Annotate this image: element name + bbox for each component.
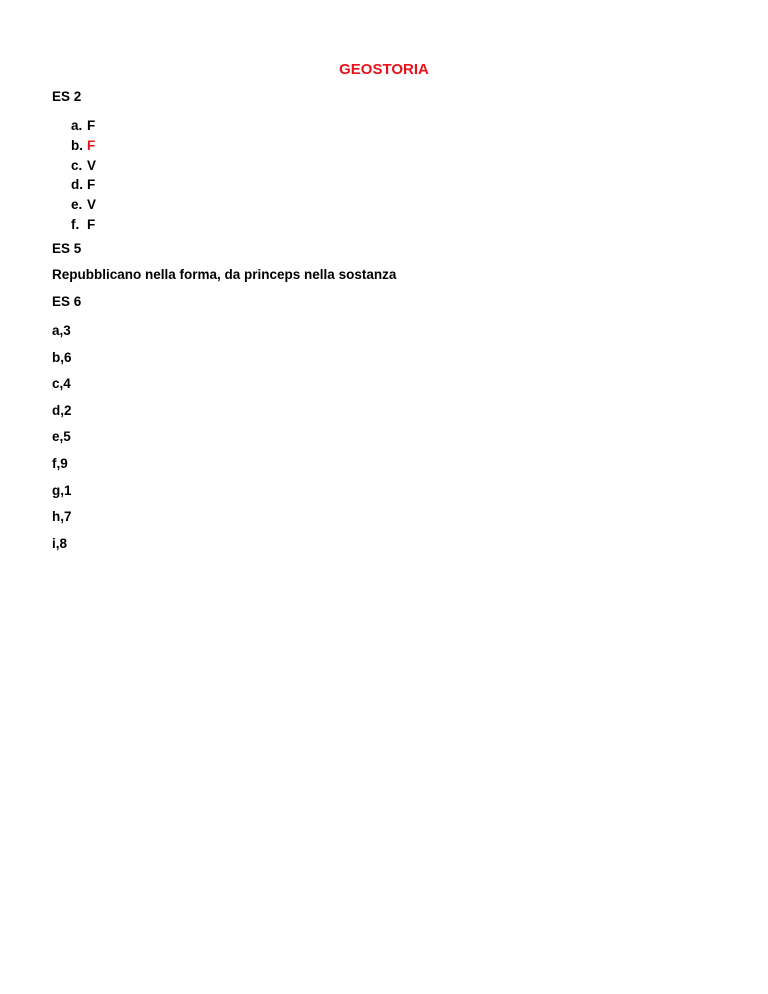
section-heading-es5: ES 5 <box>52 241 82 256</box>
es6-answer-list <box>52 318 72 557</box>
list-marker: d. <box>71 177 83 193</box>
section-heading-es6: ES 6 <box>52 294 82 309</box>
list-item <box>71 116 96 136</box>
list-item: c,4 <box>52 376 71 392</box>
answer-value: V <box>87 197 97 213</box>
list-item: g,1 <box>52 482 72 498</box>
list-item <box>71 175 96 195</box>
list-item: b,6 <box>52 349 72 365</box>
list-marker: f. <box>71 216 80 232</box>
list-item: i,8 <box>52 535 68 551</box>
es5-answer: Repubblicano nella forma, da princeps nella sostanza <box>52 267 397 282</box>
list-item <box>71 136 96 156</box>
document-title: GEOSTORIA <box>339 61 429 78</box>
answer-value: V <box>87 157 97 173</box>
list-item: e,5 <box>52 429 71 445</box>
list-item: f,9 <box>52 455 68 471</box>
list-marker: a. <box>71 118 83 133</box>
list-item: a,3 <box>52 323 71 338</box>
answer-value: F <box>87 177 96 193</box>
answer-value: F <box>87 216 96 232</box>
answer-value: F <box>87 118 96 133</box>
list-marker: e. <box>71 197 83 213</box>
section-heading-es2: ES 2 <box>52 89 82 104</box>
es2-answer-list <box>71 116 96 235</box>
list-item: d,2 <box>52 402 72 418</box>
list-item <box>71 215 96 235</box>
list-item <box>71 156 96 176</box>
answer-value-highlighted: F <box>87 137 96 153</box>
list-marker: c. <box>71 157 83 173</box>
list-item <box>71 195 96 215</box>
list-marker: b. <box>71 137 83 153</box>
list-item: h,7 <box>52 509 72 525</box>
